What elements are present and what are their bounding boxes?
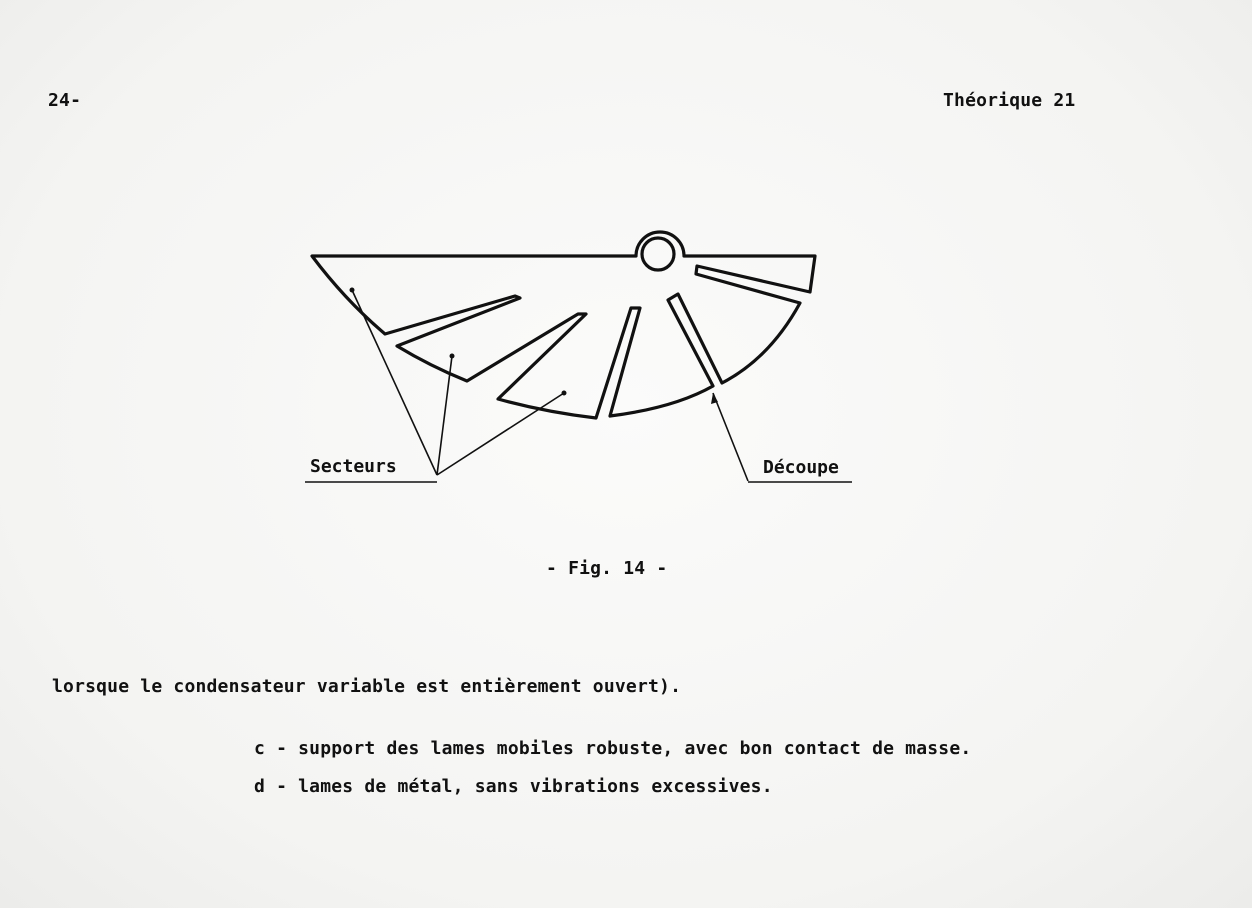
leader-line xyxy=(437,393,564,475)
figure-caption: - Fig. 14 - xyxy=(546,558,668,579)
leader-line xyxy=(713,393,748,481)
label-cutout: Découpe xyxy=(763,457,839,478)
leader-dot xyxy=(562,391,567,396)
page-number: 24- xyxy=(48,90,82,111)
list-item: c - support des lames mobiles robuste, avec bon contact de masse. xyxy=(254,738,972,759)
leader-dot xyxy=(450,354,455,359)
running-header: Théorique 21 xyxy=(943,90,1076,111)
label-sectors: Secteurs xyxy=(310,456,397,477)
list-item: d - lames de métal, sans vibrations excessives. xyxy=(254,776,773,797)
leader-line xyxy=(437,356,452,475)
leader-dot xyxy=(350,288,355,293)
paragraph-line: lorsque le condensateur variable est entièrement ouvert). xyxy=(52,676,682,697)
leader-line xyxy=(352,290,437,475)
pivot-hole xyxy=(642,238,674,270)
plate-outline xyxy=(312,232,815,418)
